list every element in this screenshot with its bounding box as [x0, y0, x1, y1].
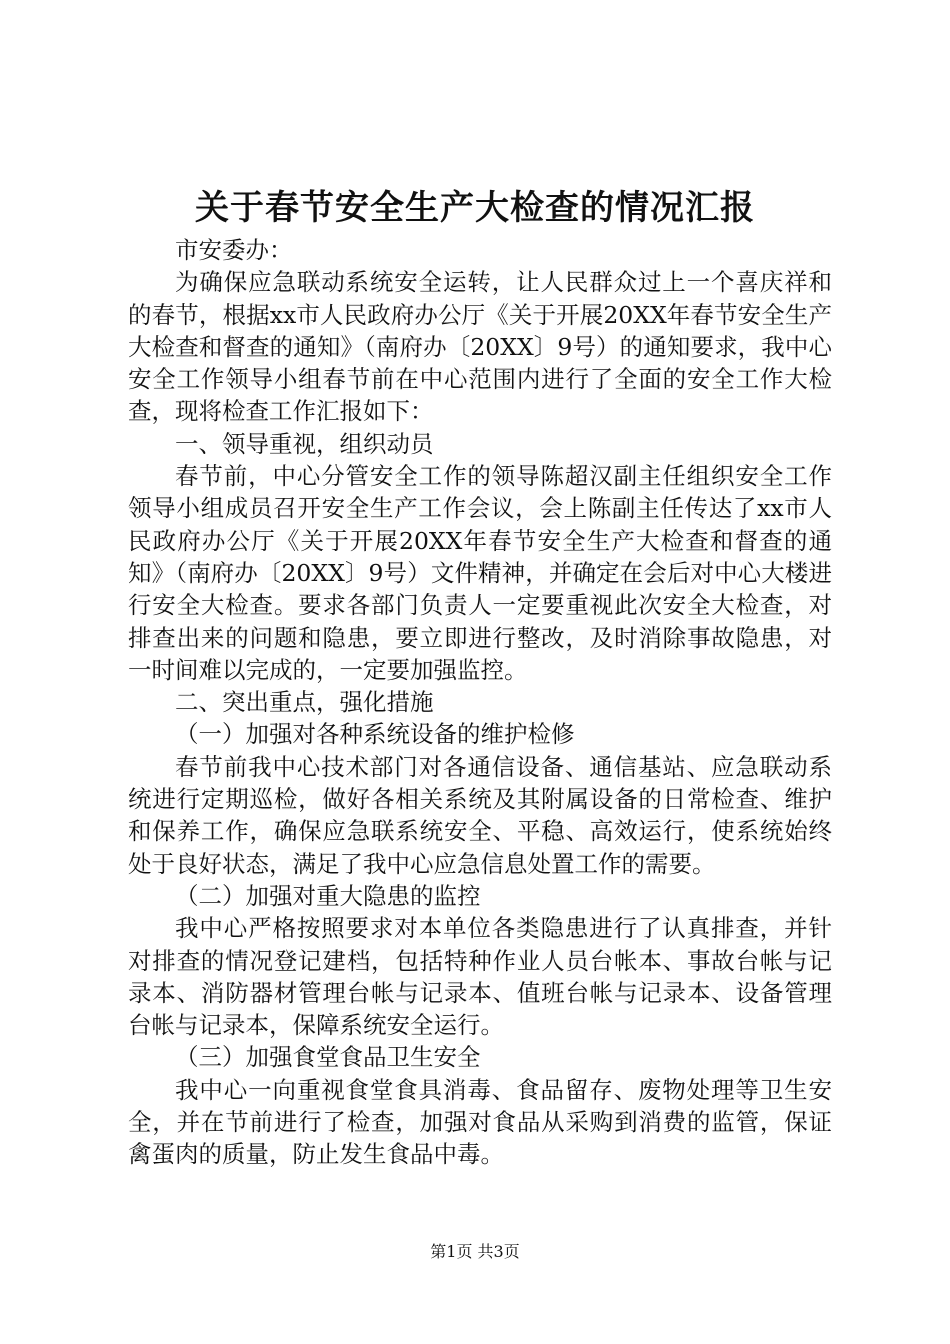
subsection-heading: （三）加强食堂食品卫生安全 [175, 1043, 481, 1072]
document-body [128, 234, 832, 1171]
salutation: 市安委办： [175, 236, 293, 264]
section-heading: 一、领导重视，组织动员 [175, 429, 434, 458]
page-number-footer: 第1页 共3页 [430, 1242, 520, 1261]
body-paragraph: 春节前，中心分管安全工作的领导陈超汉副主任组织安全工作领导小组成员召开安全生产工作会议，会上陈副主任传达了xx市人民政府办公厅《关于开展20XX年春节安全生产大检查和督查的通知》（南府办〔20XX〕9号）文件精神，并确定在会后对中心大楼进行安全大检查。要求各部门负责人一定要重视此次安全大检查，对排查出来的问题和隐患，要立即进行整改，及时消除事故隐患，对一时间难以完成的，一定要加强监控。 [128, 462, 832, 684]
body-paragraph: 春节前我中心技术部门对各通信设备、通信基站、应急联动系统进行定期巡检，做好各相关系统及其附属设备的日常检查、维护和保养工作，确保应急联系统安全、平稳、高效运行，使系统始终处于良好状态，满足了我中心应急信息处置工作的需要。 [128, 752, 832, 878]
subsection-heading: （二）加强对重大隐患的监控 [175, 881, 481, 910]
subsection-heading: （一）加强对各种系统设备的维护检修 [175, 720, 575, 749]
intro-paragraph: 为确保应急联动系统安全运转，让人民群众过上一个喜庆祥和的春节，根据xx市人民政府办公厅《关于开展20XX年春节安全生产大检查和督查的通知》（南府办〔20XX〕9号）的通知要求，我中心安全工作领导小组春节前在中心范围内进行了全面的安全工作大检查，现将检查工作汇报如下： [128, 268, 832, 426]
body-paragraph: 我中心一向重视食堂食具消毒、食品留存、废物处理等卫生安全，并在节前进行了检查，加强对食品从采购到消费的监管，保证禽蛋肉的质量，防止发生食品中毒。 [128, 1075, 832, 1169]
section-heading: 二、突出重点，强化措施 [175, 688, 434, 717]
body-paragraph: 我中心严格按照要求对本单位各类隐患进行了认真排查，并针对排查的情况登记建档，包括特种作业人员台帐本、事故台帐与记录本、消防器材管理台帐与记录本、值班台帐与记录本、设备管理台帐与记录本，保障系统安全运行。 [128, 914, 832, 1040]
document-title: 关于春节安全生产大检查的情况汇报 [195, 188, 755, 228]
